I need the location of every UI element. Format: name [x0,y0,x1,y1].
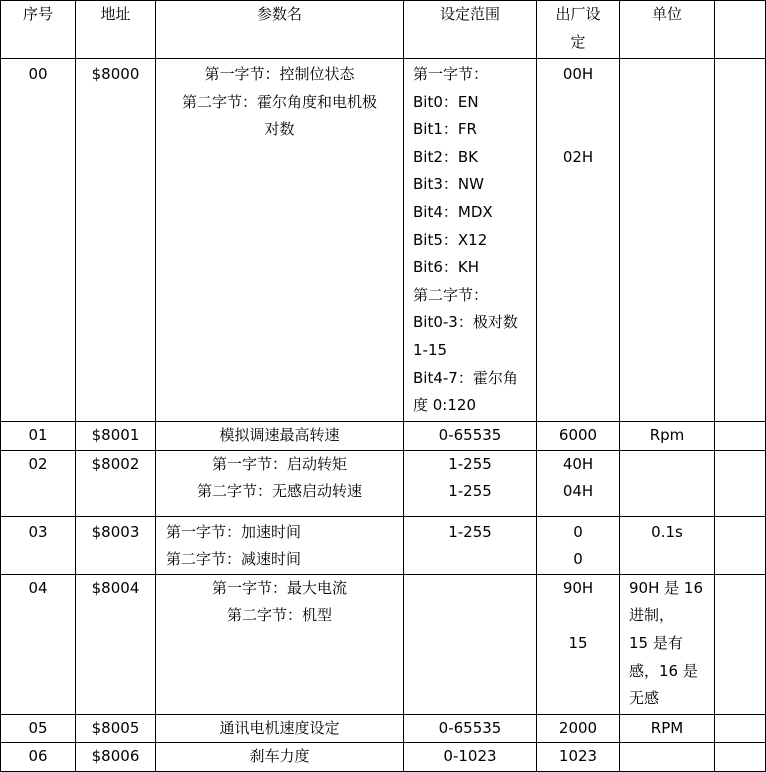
param-name-cell [156,516,404,574]
factory-default-cell [537,743,620,772]
param-name-cell [156,422,404,451]
table-row [1,574,766,714]
range-cell [404,450,537,516]
unit-cell [620,743,715,772]
range-line: Bit2：BK [413,147,479,166]
range-line: Bit0-3：极对数 [413,313,518,332]
header-factory-line-1: 出厂设 [555,5,601,23]
range-line: 0-1023 [443,747,497,766]
header-row [1,1,766,59]
factory-default-line: 6000 [558,426,598,444]
range-line: Bit3：NW [413,175,484,194]
address-cell: $8004 [76,574,156,714]
factory-default-line: 1023 [558,747,598,766]
row-no-cell: 01 [1,422,76,451]
row-no-cell: 04 [1,574,76,714]
factory-default-line [537,116,619,144]
range-line: 0-65535 [438,718,502,737]
factory-default-line: 90H [562,578,594,597]
range-line: 1-255 [448,482,492,501]
param-name-cell [156,59,404,422]
factory-default-cell [537,422,620,451]
range-line: 第一字节： [413,65,489,83]
factory-default-line: 40H [562,454,594,473]
address-cell: $8006 [76,743,156,772]
header-unit: 单位 [620,1,715,59]
param-name-line: 第一字节：控制位状态 [204,65,355,83]
table-row [1,714,766,743]
table-row [1,450,766,516]
range-line: Bit1：FR [413,120,477,139]
param-name-line: 第二字节：霍尔角度和电机极 [181,92,377,111]
param-name-line: 第一字节：启动转矩 [211,454,347,473]
extra-cell [715,516,766,574]
unit-cell [620,450,715,516]
row-no-cell: 05 [1,714,76,743]
header-extra [715,1,766,59]
range-line: 1-255 [448,454,492,473]
range-cell [404,714,537,743]
address-cell: $8005 [76,714,156,743]
unit-cell [620,516,715,574]
param-name-line: 第二字节：无感启动转速 [196,482,362,501]
range-cell [404,574,537,714]
extra-cell [715,422,766,451]
factory-default-line: 0 [573,522,583,541]
factory-default-line: 0 [573,550,583,569]
range-line: 第二字节： [413,285,489,304]
unit-line: Rpm [649,426,685,444]
unit-line: 感，16 是 [629,661,698,680]
table-row [1,59,766,422]
range-line: 0-65535 [438,426,502,444]
param-name-line: 第一字节：加速时间 [166,522,302,541]
range-line: Bit6：KH [413,258,479,277]
param-name-cell [156,450,404,516]
extra-cell [715,450,766,516]
table-row [1,516,766,574]
factory-default-cell [537,59,620,422]
factory-default-line: 2000 [558,718,598,737]
row-no-cell: 06 [1,743,76,772]
row-no-cell: 02 [1,450,76,516]
table-row [1,743,766,772]
param-name-cell [156,574,404,714]
header-address: 地址 [76,1,156,59]
address-cell: $8003 [76,516,156,574]
factory-default-cell [537,450,620,516]
param-name-line: 刹车力度 [249,747,310,766]
param-name-line: 对数 [264,120,295,139]
extra-cell [715,574,766,714]
range-line: 1-15 [413,340,448,359]
range-line: Bit5：X12 [413,230,488,249]
range-line: Bit0：EN [413,92,479,111]
factory-default-line: 04H [562,482,594,501]
range-line: 度 0:120 [413,396,476,415]
extra-cell [715,743,766,772]
unit-line: 0.1s [651,522,683,541]
unit-line: 进制， [629,606,675,625]
range-line: 1-255 [448,522,492,541]
table-row [1,422,766,451]
param-name-line: 第二字节：机型 [226,606,332,625]
extra-cell [715,59,766,422]
row-no-cell: 03 [1,516,76,574]
factory-default-cell [537,516,620,574]
address-cell: $8001 [76,422,156,451]
unit-line: 90H 是 16 [629,578,703,597]
factory-default-line [537,89,619,117]
range-cell [404,516,537,574]
param-name-line: 第二字节：减速时间 [166,550,302,569]
unit-cell [620,574,715,714]
range-cell [404,743,537,772]
header-factory-default [537,1,620,59]
range-line: Bit4：MDX [413,202,493,221]
unit-line: 无感 [629,689,660,708]
factory-default-cell [537,714,620,743]
header-factory-line-2: 定 [570,32,586,51]
param-name-line: 第一字节：最大电流 [211,578,347,597]
unit-line: RPM [650,718,684,737]
header-param-name: 参数名 [156,1,404,59]
param-name-line: 模拟调速最高转速 [219,426,340,444]
unit-line: 15 是有 [629,633,683,652]
address-cell: $8002 [76,450,156,516]
factory-default-line [537,602,619,630]
param-name-cell [156,743,404,772]
extra-cell [715,714,766,743]
unit-cell [620,59,715,422]
unit-cell [620,422,715,451]
header-range: 设定范围 [404,1,537,59]
factory-default-line: 15 [568,633,588,652]
param-name-line: 通讯电机速度设定 [219,718,340,737]
factory-default-line: 02H [562,147,594,166]
row-no-cell: 00 [1,59,76,422]
factory-default-cell [537,574,620,714]
factory-default-line: 00H [562,65,594,83]
header-no: 序号 [1,1,76,59]
param-name-cell [156,714,404,743]
unit-cell [620,714,715,743]
range-cell [404,59,537,422]
range-cell [404,422,537,451]
range-line: Bit4-7：霍尔角 [413,368,518,387]
address-cell: $8000 [76,59,156,422]
